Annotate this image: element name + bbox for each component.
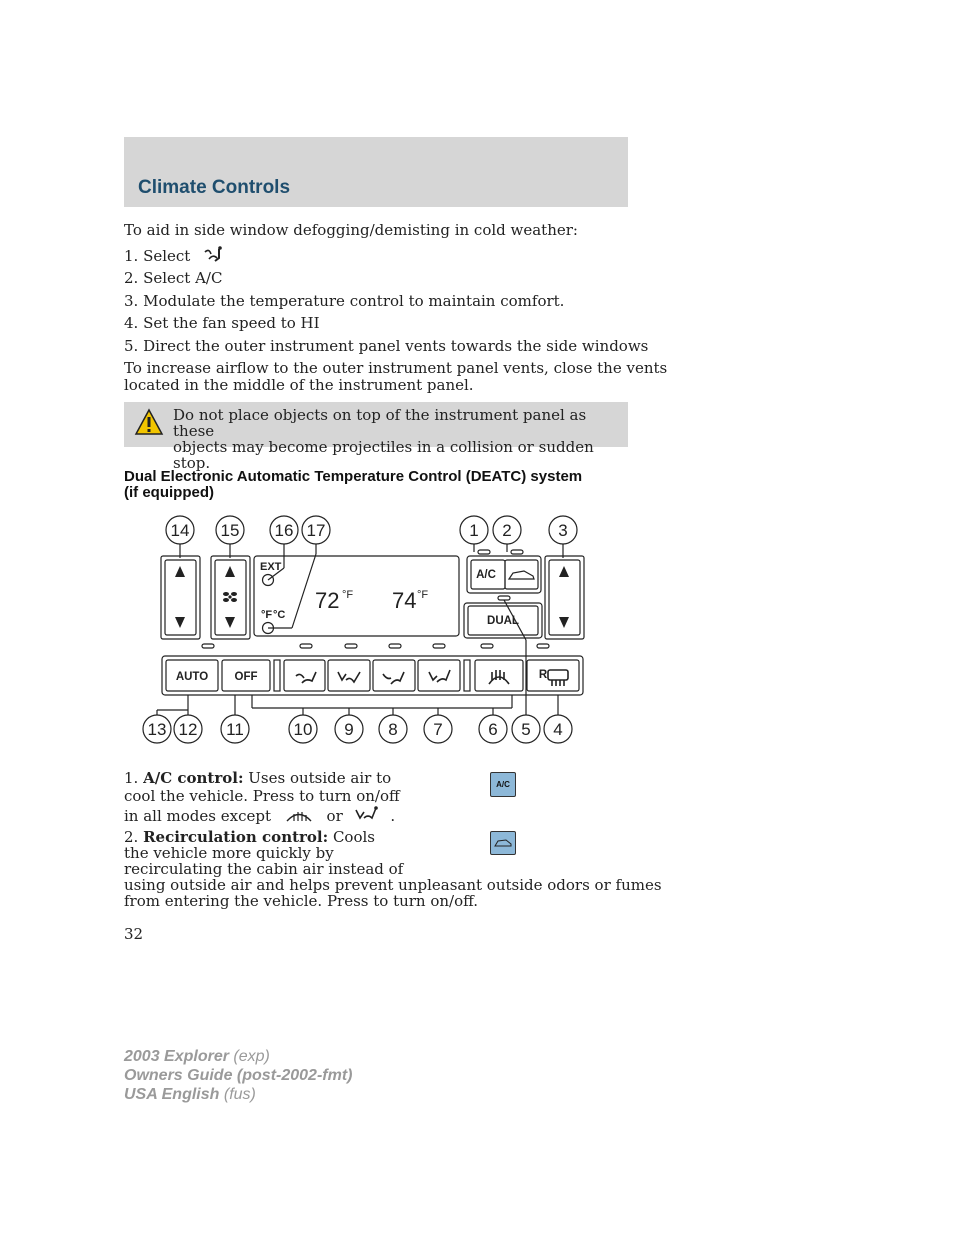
- dual-button-label: DUAL: [487, 615, 519, 627]
- right-unit: °F: [417, 589, 429, 601]
- ac-line-3a: in all modes except: [124, 807, 271, 825]
- recirc-num: 2.: [124, 828, 139, 846]
- auto-button-label: AUTO: [175, 671, 209, 683]
- temp-right-down-icon: [559, 617, 569, 628]
- callout-10: 10: [293, 720, 313, 739]
- recirc-line-5: from entering the vehicle. Press to turn on/off.: [124, 892, 479, 910]
- unit-f-label: °F: [261, 609, 273, 621]
- warning-line-1: Do not place objects on top of the instrument panel as these: [173, 406, 587, 440]
- callout-16: 16: [274, 521, 294, 540]
- footer-guide: Owners Guide (post-2002-fmt): [124, 1067, 353, 1084]
- step-1: [124, 246, 227, 264]
- warning-triangle-icon: [134, 408, 164, 436]
- callout-4: 4: [553, 720, 563, 739]
- page-number: 32: [124, 925, 144, 943]
- panel-mode-icon: [383, 672, 404, 684]
- footer: [124, 1047, 352, 1104]
- front-defrost-icon: [489, 670, 509, 684]
- section-header: [124, 137, 628, 207]
- warning-text: [173, 407, 613, 471]
- airflow-text-2: located in the middle of the instrument panel.: [124, 376, 474, 394]
- ac-button-label: A/C: [476, 569, 496, 581]
- callout-1: 1: [469, 521, 479, 540]
- callout-7: 7: [433, 720, 443, 739]
- defrost-icon: [284, 808, 314, 824]
- callout-6: 6: [488, 720, 498, 739]
- right-temp-readout: 74: [392, 588, 417, 613]
- callout-13: 13: [147, 720, 167, 739]
- callout-17: 17: [306, 521, 326, 540]
- ac-line-3b: or: [326, 807, 343, 825]
- deatc-control-panel-diagram: [140, 510, 600, 755]
- step-4: 4. Set the fan speed to HI: [124, 314, 320, 332]
- ac-line-3c: .: [390, 807, 396, 825]
- panel-floor-mode-icon: [338, 672, 360, 682]
- floor-defrost-icon: [201, 246, 227, 264]
- rear-defrost-label: R: [538, 669, 548, 681]
- page-title: Climate Controls: [138, 177, 291, 198]
- recirc-car-icon: [509, 571, 534, 579]
- off-button-label: OFF: [234, 671, 258, 683]
- defrost-floor-mode-icon: [429, 670, 450, 682]
- recirc-line-1: Cools: [332, 828, 375, 846]
- temp-right-up-icon: [559, 566, 569, 577]
- recirc-line-2: the vehicle more quickly by: [124, 844, 334, 862]
- recirc-control-item: [124, 829, 662, 909]
- fan-icon: [223, 592, 237, 602]
- rear-window-icon: [548, 670, 568, 680]
- ac-num: 1.: [124, 769, 139, 787]
- recirc-button-icon: [490, 831, 516, 855]
- callout-15: 15: [220, 521, 240, 540]
- callout-3: 3: [558, 521, 568, 540]
- ac-line-2: cool the vehicle. Press to turn on/off: [124, 787, 400, 805]
- callout-11: 11: [226, 720, 244, 739]
- recirc-car-small-icon: [491, 832, 515, 854]
- callout-14: 14: [170, 521, 190, 540]
- ac-label: A/C control:: [143, 769, 244, 787]
- intro-text: To aid in side window defogging/demisting in cold weather:: [124, 221, 578, 239]
- callout-12: 12: [178, 720, 198, 739]
- footer-model-code: (exp): [233, 1048, 270, 1065]
- subheading-line-1: Dual Electronic Automatic Temperature Control (DEATC) system: [124, 468, 583, 485]
- callout-9: 9: [344, 720, 354, 739]
- warning-line-2: objects may become projectiles in a collision or sudden stop.: [173, 438, 594, 472]
- left-unit: °F: [342, 589, 354, 601]
- footer-language-code: (fus): [223, 1086, 256, 1103]
- callout-8: 8: [388, 720, 398, 739]
- defrost-floor-icon: [354, 806, 380, 824]
- warning-box: [124, 402, 628, 472]
- step-2: 2. Select A/C: [124, 269, 223, 287]
- ac-control-item: [124, 770, 400, 824]
- step-5: 5. Direct the outer instrument panel vents towards the side windows: [124, 337, 649, 355]
- fan-up-icon: [225, 566, 235, 577]
- left-temp-readout: 72: [315, 588, 340, 613]
- ext-label: EXT: [260, 561, 282, 573]
- callout-2: 2: [502, 521, 512, 540]
- recirc-line-3: recirculating the cabin air instead of: [124, 860, 404, 878]
- callout-5: 5: [521, 720, 531, 739]
- step-3: 3. Modulate the temperature control to maintain comfort.: [124, 292, 565, 310]
- ac-line-1: Uses outside air to: [248, 769, 392, 787]
- subheading-line-2: (if equipped): [124, 484, 214, 501]
- ac-button-icon: A/C: [490, 772, 516, 797]
- footer-model: 2003 Explorer: [124, 1048, 229, 1065]
- floor-mode-icon: [296, 672, 316, 683]
- rear-defrost-icon: [552, 680, 564, 686]
- unit-c-label: °C: [273, 609, 286, 621]
- airflow-text-1: To increase airflow to the outer instrument panel vents, close the vents: [124, 359, 668, 377]
- fan-down-icon: [225, 617, 235, 628]
- recirc-label: Recirculation control:: [143, 828, 329, 846]
- recirc-line-4: using outside air and helps prevent unpleasant outside odors or fumes: [124, 876, 662, 894]
- footer-language: USA English: [124, 1086, 220, 1103]
- temp-left-down-icon: [175, 617, 185, 628]
- section-subheading: [124, 469, 582, 501]
- step-1-text: 1. Select: [124, 247, 191, 265]
- temp-left-up-icon: [175, 566, 185, 577]
